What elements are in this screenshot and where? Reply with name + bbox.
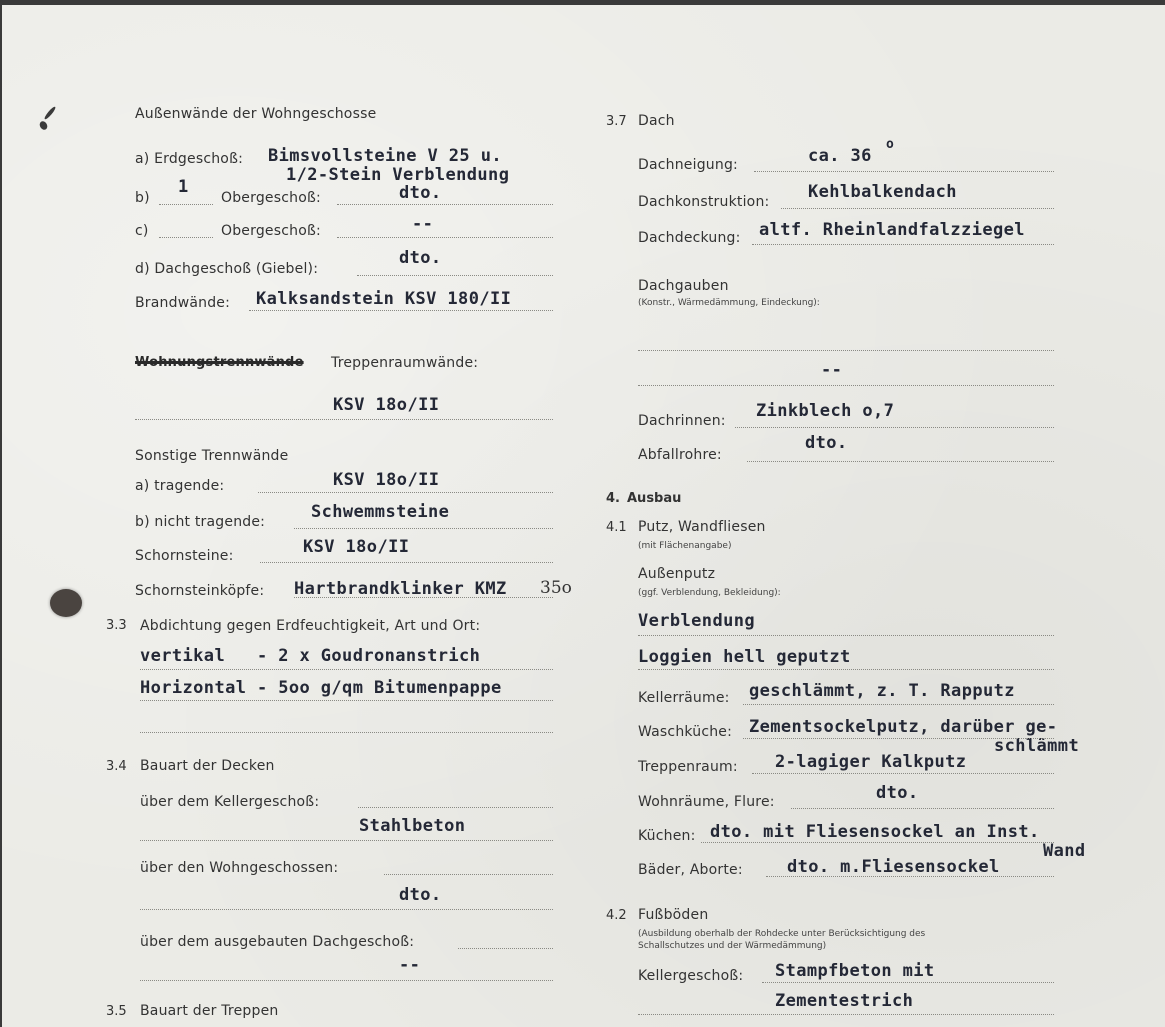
value-schornsteinkoepfe: Hartbrandklinker KMZ <box>294 579 507 599</box>
label-wohnraeume-flure: Wohnräume, Flure: <box>638 794 775 810</box>
dotted-line <box>260 562 553 563</box>
dotted-line <box>747 461 1054 462</box>
dotted-line <box>735 427 1054 428</box>
dotted-line <box>743 738 1054 739</box>
document-page <box>2 5 1165 1027</box>
dotted-line <box>754 171 1054 172</box>
label-dachgeschoss-giebel: d) Dachgeschoß (Giebel): <box>135 261 319 277</box>
value-dachgauben: -- <box>821 360 843 380</box>
value-dachneigung-degree: o <box>886 137 895 152</box>
section-number-3-3: 3.3 <box>106 618 127 633</box>
dotted-line <box>752 773 1054 774</box>
label-dachneigung: Dachneigung: <box>638 157 738 173</box>
dotted-line <box>249 310 553 311</box>
section-title-sonstige: Sonstige Trennwände <box>135 448 289 464</box>
section-number-3-4: 3.4 <box>106 759 127 774</box>
dotted-line <box>791 808 1054 809</box>
label-obergeschoss-1: Obergeschoß: <box>221 190 321 206</box>
dotted-line <box>638 669 1054 670</box>
label-aussenputz: Außenputz <box>638 566 716 582</box>
value-abdichtung-horizontal: Horizontal - 5oo g/qm Bitumenpappe <box>140 678 502 698</box>
label-treppenraum-struck: Wohnungstrennwände <box>135 355 304 370</box>
label-obergeschoss-2: Obergeschoß: <box>221 223 321 239</box>
dotted-line <box>752 244 1054 245</box>
dotted-line <box>140 700 553 701</box>
dotted-line <box>140 840 553 841</box>
label-brandwaende: Brandwände: <box>135 295 231 311</box>
label-putz-sub: (mit Flächenangabe) <box>638 541 732 551</box>
dotted-line <box>638 1014 1054 1015</box>
value-erdgeschoss-line1: Bimsvollsteine V 25 u. <box>268 146 502 166</box>
label-fussboeden-sub-2: Schallschutzes und der Wärmedämmung) <box>638 941 827 951</box>
dotted-line <box>743 704 1054 705</box>
section-number-3-7: 3.7 <box>606 114 627 129</box>
value-aussenputz-line1: Verblendung <box>638 611 755 631</box>
value-waschkueche-line2: schlämmt <box>994 736 1080 756</box>
value-schornsteinkoepfe-handwritten: 35o <box>540 578 572 598</box>
value-treppenraumwaende: KSV 18o/II <box>333 395 440 415</box>
value-nicht-tragende: Schwemmsteine <box>311 502 450 522</box>
dotted-line <box>638 635 1054 636</box>
label-fussboeden: Fußböden <box>638 907 709 923</box>
dotted-line <box>140 909 553 910</box>
label-abdichtung: Abdichtung gegen Erdfeuchtigkeit, Art und Ort: <box>140 618 481 634</box>
value-abdichtung-vertikal: vertikal - 2 x Goudronanstrich <box>140 646 481 666</box>
dotted-line <box>140 732 553 733</box>
label-erdgeschoss: a) Erdgeschoß: <box>135 151 243 167</box>
ink-speck <box>43 106 56 121</box>
dotted-line <box>458 948 553 949</box>
label-kuechen: Küchen: <box>638 828 696 844</box>
section-number-4-1: 4.1 <box>606 520 627 535</box>
section-number-4: 4. <box>606 491 620 506</box>
label-ueber-dachgeschoss: über dem ausgebauten Dachgeschoß: <box>140 934 415 950</box>
dotted-line <box>159 204 213 205</box>
label-schornsteine: Schornsteine: <box>135 548 234 564</box>
label-bauart-treppen: Bauart der Treppen <box>140 1003 279 1019</box>
punch-hole <box>50 589 82 617</box>
value-schornsteine: KSV 18o/II <box>303 537 410 557</box>
dotted-line <box>140 980 553 981</box>
dotted-line <box>358 807 553 808</box>
dotted-line <box>337 204 553 205</box>
dotted-line <box>766 876 1054 877</box>
label-kellerraeume: Kellerräume: <box>638 690 730 706</box>
value-abfallrohre: dto. <box>805 433 848 453</box>
dotted-line <box>638 350 1054 351</box>
dotted-line <box>701 842 1054 843</box>
label-b-prefix: b) <box>135 190 150 206</box>
section-number-3-5: 3.5 <box>106 1004 127 1019</box>
dotted-line <box>337 237 553 238</box>
section-number-4-2: 4.2 <box>606 908 627 923</box>
label-fussboeden-sub-1: (Ausbildung oberhalb der Rohdecke unter Berücksichtigung des <box>638 929 926 939</box>
dotted-line <box>159 237 213 238</box>
value-dachkonstruktion: Kehlbalkendach <box>808 182 957 202</box>
ink-speck <box>38 120 49 131</box>
value-aussenputz-line2: Loggien hell geputzt <box>638 647 851 667</box>
value-dachgeschoss-giebel: dto. <box>399 248 442 268</box>
value-waschkueche: Zementsockelputz, darüber ge- <box>749 717 1058 737</box>
value-obergeschoss-2: -- <box>412 214 434 234</box>
label-c-prefix: c) <box>135 223 149 239</box>
label-dachdeckung: Dachdeckung: <box>638 230 741 246</box>
label-dachrinnen: Dachrinnen: <box>638 413 726 429</box>
value-ueber-dachgeschoss: -- <box>399 955 421 975</box>
label-dach: Dach <box>638 113 675 129</box>
label-nicht-tragende: b) nicht tragende: <box>135 514 266 530</box>
dotted-line <box>762 982 1054 983</box>
dotted-line <box>140 669 553 670</box>
value-dachrinnen: Zinkblech o,7 <box>756 401 895 421</box>
value-ueber-wohngeschossen: dto. <box>399 885 442 905</box>
value-ueber-kellergeschoss: Stahlbeton <box>359 816 466 836</box>
value-erdgeschoss-line2: 1/2-Stein Verblendung <box>286 165 510 185</box>
dotted-line <box>294 597 553 598</box>
dotted-line <box>781 208 1054 209</box>
section-title-ausbau: Ausbau <box>627 491 682 506</box>
dotted-line <box>384 874 553 875</box>
label-baeder-aborte: Bäder, Aborte: <box>638 862 743 878</box>
label-treppenraum: Treppenraum: <box>638 759 738 775</box>
dotted-line <box>135 419 553 420</box>
label-schornsteinkoepfe: Schornsteinköpfe: <box>135 583 265 599</box>
value-kuechen: dto. mit Fliesensockel an Inst. <box>710 822 1040 842</box>
label-ueber-kellergeschoss: über dem Kellergeschoß: <box>140 794 320 810</box>
value-dachneigung: ca. 36 <box>808 146 872 166</box>
label-ueber-wohngeschossen: über den Wohngeschossen: <box>140 860 339 876</box>
value-brandwaende: Kalksandstein KSV 180/II <box>256 289 512 309</box>
value-obergeschoss-1: dto. <box>399 183 442 203</box>
label-waschkueche: Waschküche: <box>638 724 733 740</box>
dotted-line <box>357 275 553 276</box>
section-title-aussenwaende: Außenwände der Wohngeschosse <box>135 106 377 122</box>
value-kellerraeume: geschlämmt, z. T. Rapputz <box>749 681 1015 701</box>
label-treppenraumwaende: Treppenraumwände: <box>331 355 479 371</box>
value-kellergeschoss-line1: Stampfbeton mit <box>775 961 935 981</box>
dotted-line <box>638 385 1054 386</box>
label-putz-wandfliesen: Putz, Wandfliesen <box>638 519 766 535</box>
value-kellergeschoss-line2: Zementestrich <box>775 991 914 1011</box>
label-tragende: a) tragende: <box>135 478 225 494</box>
value-wohnraeume-flure: dto. <box>876 783 919 803</box>
label-dachgauben-sub: (Konstr., Wärmedämmung, Eindeckung): <box>638 298 820 308</box>
value-kuechen-line2: Wand <box>1043 841 1086 861</box>
value-dachdeckung: altf. Rheinlandfalzziegel <box>759 220 1025 240</box>
label-abfallrohre: Abfallrohre: <box>638 447 722 463</box>
label-bauart-decken: Bauart der Decken <box>140 758 275 774</box>
value-tragende: KSV 18o/II <box>333 470 440 490</box>
value-baeder-aborte: dto. m.Fliesensockel <box>787 857 1000 877</box>
dotted-line <box>294 528 553 529</box>
label-kellergeschoss: Kellergeschoß: <box>638 968 744 984</box>
dotted-line <box>258 492 553 493</box>
label-dachkonstruktion: Dachkonstruktion: <box>638 194 770 210</box>
value-floor-number: 1 <box>178 177 189 197</box>
value-treppenraum: 2-lagiger Kalkputz <box>775 752 967 772</box>
label-dachgauben: Dachgauben <box>638 278 729 294</box>
label-aussenputz-sub: (ggf. Verblendung, Bekleidung): <box>638 588 781 598</box>
